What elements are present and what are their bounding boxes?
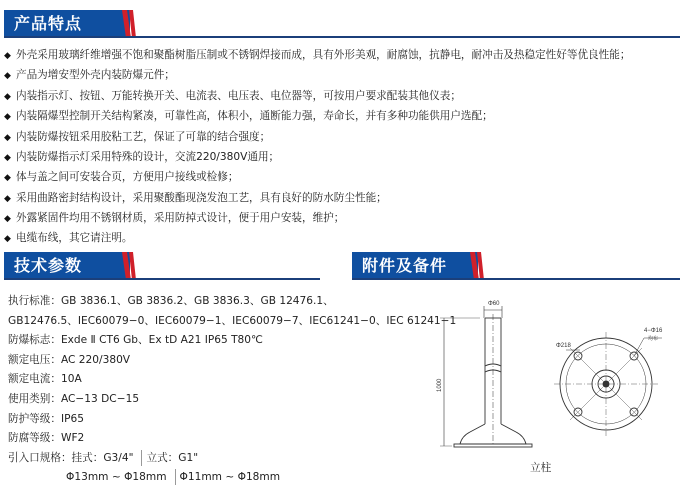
stand-side-view [440,306,532,447]
spec-current: 额定电流：10A [8,373,82,386]
header-stripes [470,252,484,280]
features-section-rule [4,36,680,38]
diamond-bullet-icon: ◆ [4,71,11,82]
list-item: ◆ 内装指示灯、按钮、万能转换开关、电流表、电压表、电位器等，可按用户要求配装其他仪表； [4,89,680,104]
tech-section-title: 技术参数 [4,252,130,280]
spec-category: 使用类别：AC−13 DC−15 [8,392,140,405]
drawing-caption: 立柱 [530,462,552,474]
dim-holes-label: 4−Φ16 [644,328,663,334]
list-item: ◆ 电缆布线，其它请注明。 [4,231,680,246]
accessories-section-header [352,252,680,280]
tech-section-header [4,252,320,280]
header-stripes [122,10,136,38]
header-stripes [122,252,136,280]
list-item: ◆ 采用曲路密封结构设计，采用聚酸酯现浇发泡工艺，具有良好的防水防尘性能； [4,191,680,206]
spec-corrosion: 防腐等级：WF2 [8,432,85,445]
diamond-bullet-icon: ◆ [4,234,11,245]
spec-ex-mark: 防爆标志：Exde Ⅱ CT6 Gb、Ex tD A21 IP65 T80℃ [8,334,263,347]
divider [141,450,142,466]
spec-standard-line1: 执行标准：GB 3836.1、GB 3836.2、GB 3836.3、GB 12476.1、 [8,295,334,307]
dim-top-label: Φ60 [488,301,500,307]
spec-entry-ranges [8,468,438,488]
list-item: ◆ 外壳采用玻璃纤维增强不饱和聚酯树脂压制或不锈钢焊接而成，具有外形美观，耐腐蚀，抗静电，耐冲击及热稳定性好等优良性能； [4,48,680,63]
spec-entry [8,449,438,469]
diamond-bullet-icon: ◆ [4,51,11,61]
diamond-bullet-icon: ◆ [4,214,11,224]
diamond-bullet-icon: ◆ [4,91,11,102]
accessories-section-title: 附件及备件 [352,252,478,280]
list-item: ◆ 内装防爆按钮采用胶粘工艺，保证了可靠的结合强度； [4,130,680,145]
spec-entry-hanging: 引入口规格：挂式：G3/4" [8,451,134,464]
list-item: ◆ 内装防爆指示灯采用特殊的设计，交流220/380V通用； [4,150,680,165]
list-item: ◆ 体与盖之间可安装合页，方便用户接线或检修； [4,170,680,185]
diamond-bullet-icon: ◆ [4,173,11,184]
spec-entry-range-stand: Φ11mm ~ Φ18mm [179,471,281,484]
spec-voltage: 额定电压：AC 220/380V [8,353,131,366]
list-item: ◆ 外露紧固件均用不锈钢材质，采用防掉式设计，便于用户安装，维护； [4,211,680,226]
features-section-header [4,10,680,38]
list-item: ◆ 内装隔爆型控制开关结构紧凑，可靠性高，体积小，通断能力强，寿命长，并有多种功能供用户选配； [4,109,680,124]
features-section-title: 产品特点 [4,10,130,38]
diamond-bullet-icon: ◆ [4,132,11,143]
divider [175,469,176,485]
spec-ip: 防护等级：IP65 [8,412,84,425]
diamond-bullet-icon: ◆ [4,152,11,163]
features-list [4,48,680,252]
spec-entry-stand: 立式：G1" [146,451,199,464]
spec-entry-range-hanging: Φ13mm ~ Φ18mm [66,471,167,484]
tech-section-rule [4,278,320,280]
accessories-section-rule [352,278,680,280]
diamond-bullet-icon: ◆ [4,112,11,123]
diamond-bullet-icon: ◆ [4,193,11,204]
dim-height-label: 1000 [437,378,443,392]
dim-circle-label: Φ218 [556,343,571,349]
stand-drawing [430,296,680,456]
spec-standard-line2: GB12476.5、IEC60079−0、IEC60079−1、IEC60079−7、IEC61241−0、IEC 61241−1 [8,314,457,327]
dim-holes-note: 均布 [648,336,659,342]
list-item: ◆ 产品为增安型外壳内装防爆元件； [4,68,680,83]
